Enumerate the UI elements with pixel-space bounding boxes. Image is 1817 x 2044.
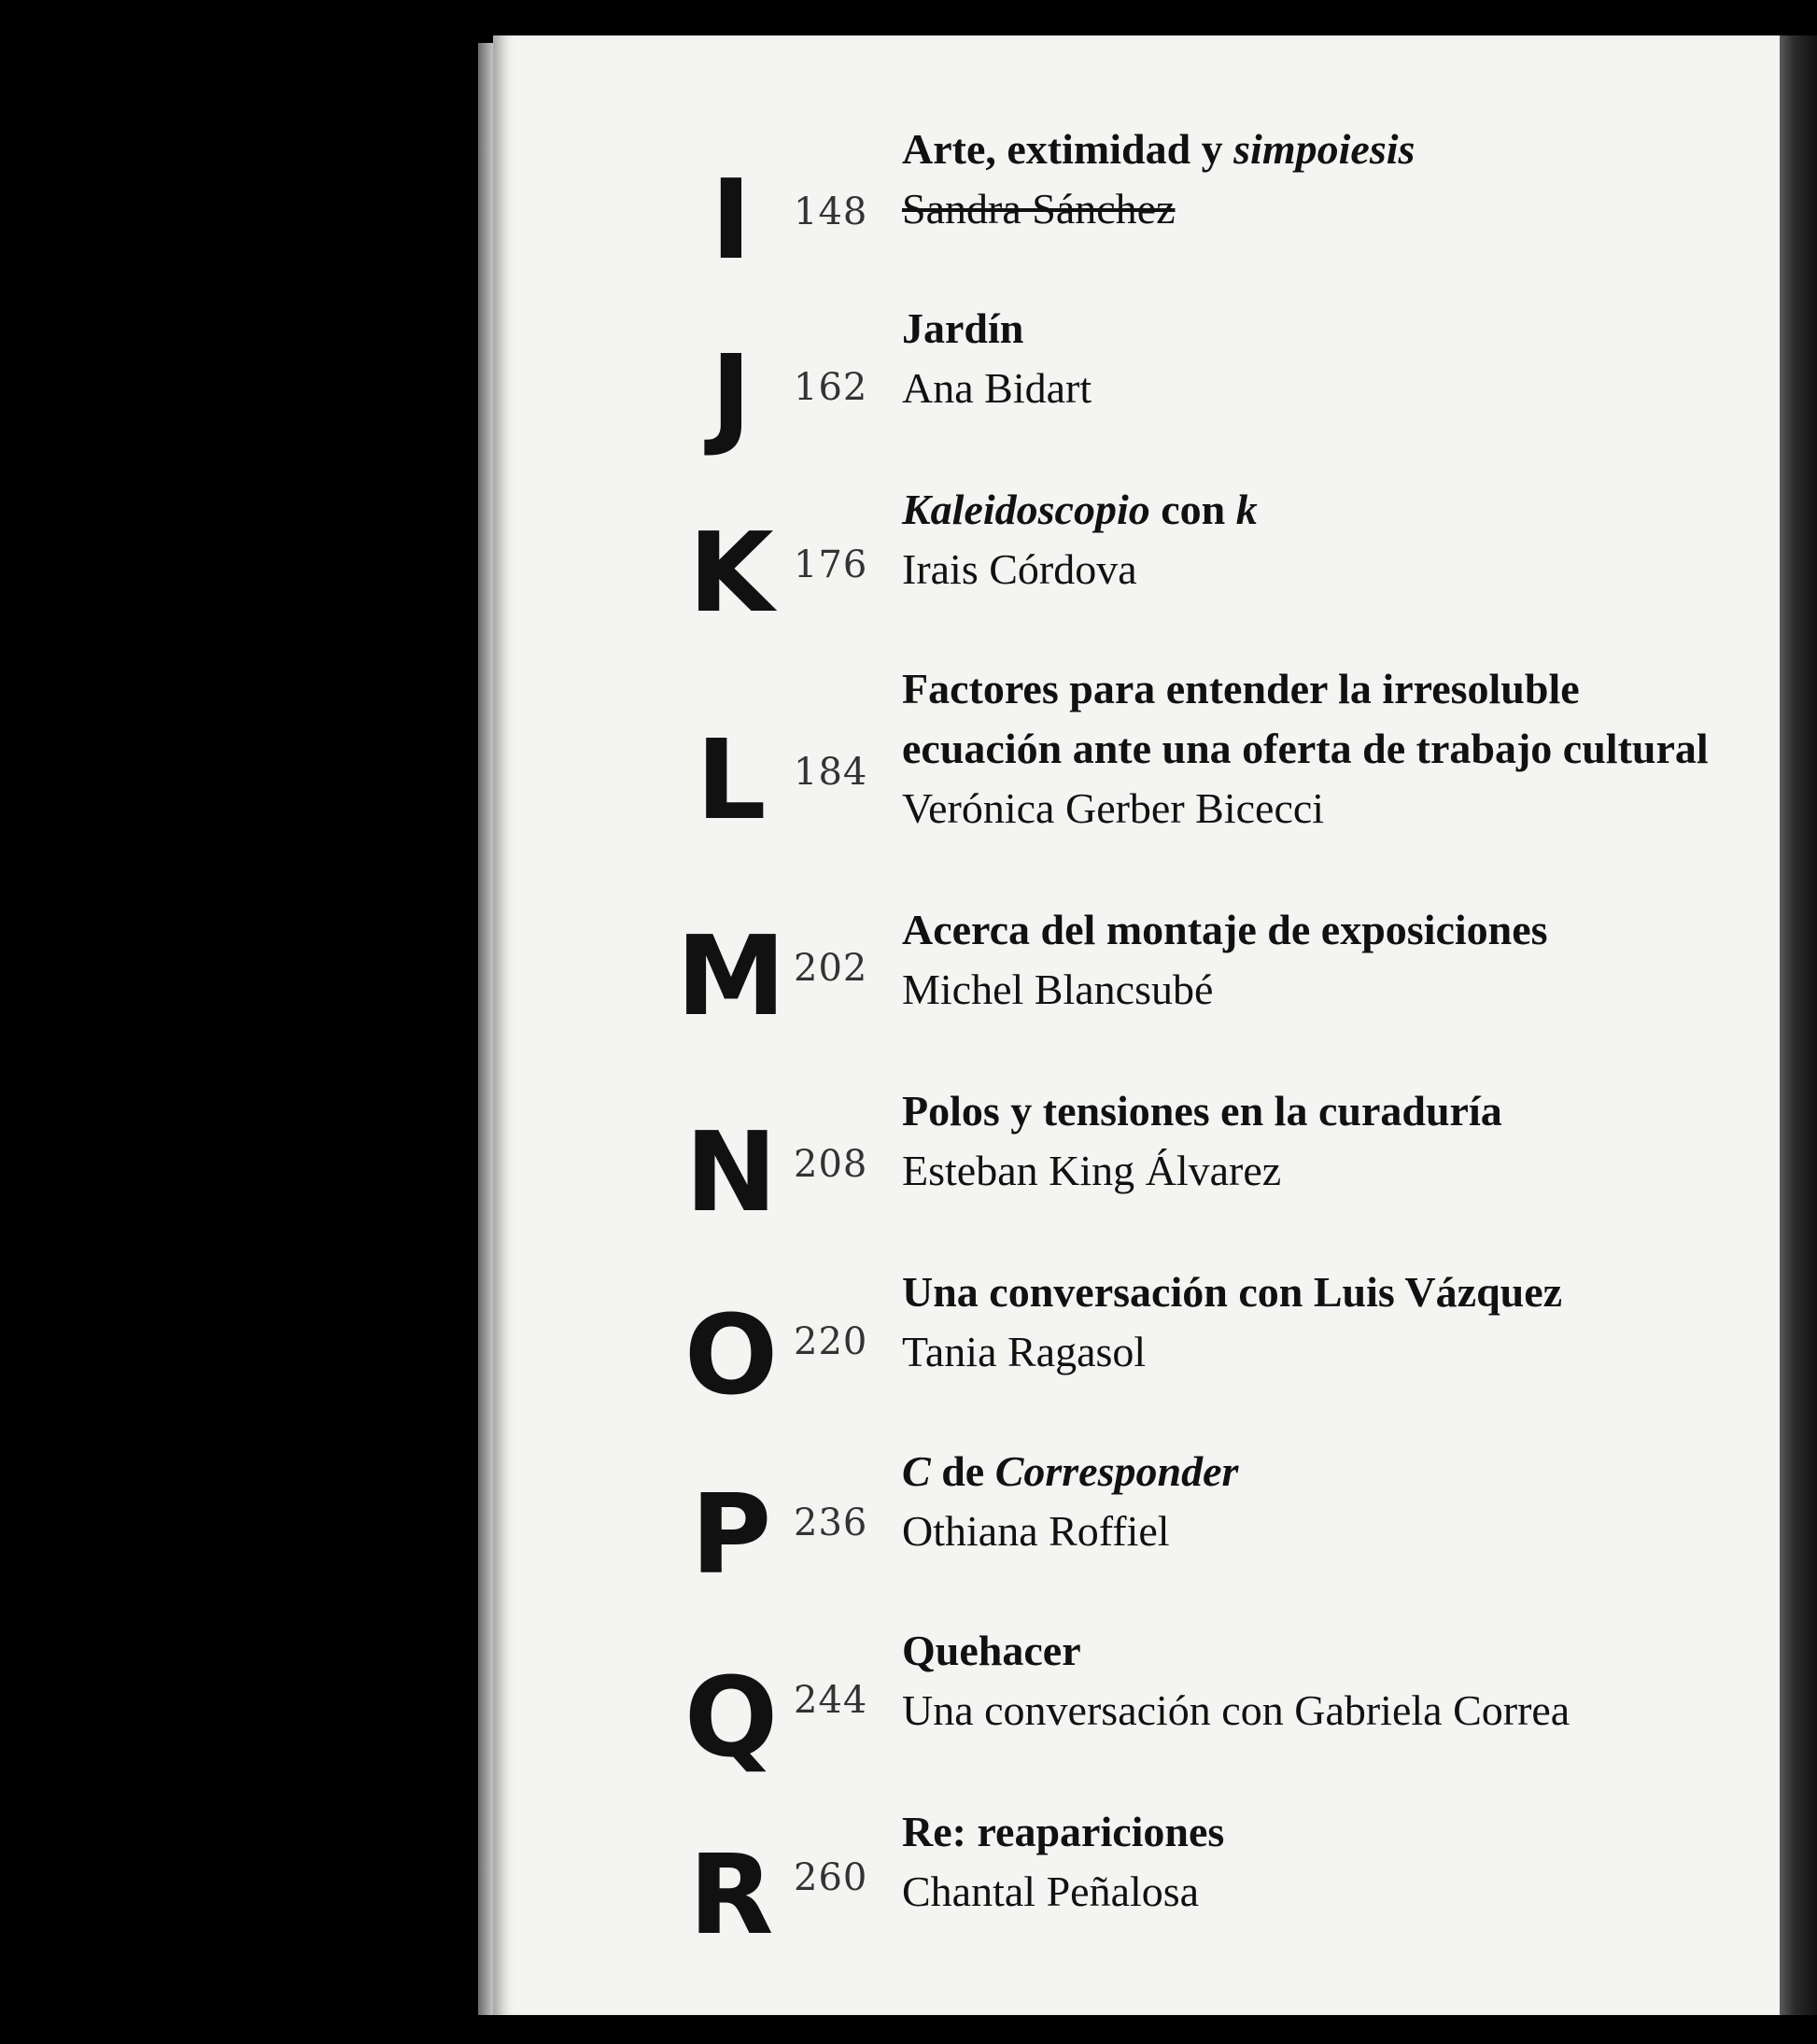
section-letter: J xyxy=(711,331,752,459)
section-letter: R xyxy=(688,1830,774,1959)
entry-author: Sandra Sánchez xyxy=(902,185,1176,233)
entry-title: Jardín xyxy=(902,304,1024,352)
page-number: 176 xyxy=(794,543,868,586)
title-part-italic: C xyxy=(902,1447,931,1495)
title-part-italic: k xyxy=(1235,486,1258,533)
page-number: 220 xyxy=(794,1320,868,1363)
page-number: 202 xyxy=(794,947,868,990)
index-page xyxy=(493,35,1780,2015)
entry-title: Acerca del montaje de exposiciones xyxy=(902,906,1548,953)
title-part-italic: Kaleidoscopio xyxy=(902,486,1150,533)
entry-title: Quehacer xyxy=(902,1627,1081,1674)
page-number: 260 xyxy=(794,1856,868,1899)
entry-author: Verónica Gerber Bicecci xyxy=(902,784,1325,832)
section-letter: P xyxy=(690,1470,772,1599)
entry-author: Ana Bidart xyxy=(902,364,1092,412)
section-letter: K xyxy=(688,508,774,637)
entry-author: Irais Córdova xyxy=(902,545,1137,593)
facing-page-edge xyxy=(1780,35,1817,2015)
title-part-italic: simpoiesis xyxy=(1233,125,1416,173)
entry-author: Michel Blancsubé xyxy=(902,966,1214,1013)
page-number: 208 xyxy=(794,1143,868,1186)
section-letter: M xyxy=(676,911,786,1040)
title-part: Arte, extimidad y xyxy=(902,125,1234,173)
title-part: de xyxy=(930,1447,995,1495)
entry-author: Othiana Roffiel xyxy=(902,1507,1170,1555)
title-part-italic: Corresponder xyxy=(994,1447,1239,1495)
section-letter: L xyxy=(696,715,767,844)
section-letter: N xyxy=(684,1107,778,1236)
page-number: 236 xyxy=(794,1501,868,1544)
entry-title-line-2: ecuación ante una oferta de trabajo cultural xyxy=(902,725,1709,772)
entry-author: Una conversación con Gabriela Correa xyxy=(902,1686,1571,1734)
entry-title: Polos y tensiones en la curaduría xyxy=(902,1087,1502,1135)
entry-title-line-1: Factores para entender la irresoluble xyxy=(902,665,1580,712)
entry-title: Re: reapariciones xyxy=(902,1808,1225,1855)
entry-author: Tania Ragasol xyxy=(902,1328,1147,1375)
section-letter: Q xyxy=(683,1653,779,1782)
entry-title xyxy=(902,480,1258,540)
page-number: 162 xyxy=(794,366,868,409)
page-number: 244 xyxy=(794,1679,868,1722)
entry-title: Una conversación con Luis Vázquez xyxy=(902,1268,1563,1316)
title-part: con xyxy=(1149,486,1236,533)
section-letter: O xyxy=(683,1290,779,1419)
entry-author: Esteban King Álvarez xyxy=(902,1147,1282,1194)
section-letter: I xyxy=(711,155,752,284)
page-number: 148 xyxy=(794,190,868,233)
entry-title xyxy=(902,120,1415,179)
entry-author: Chantal Peñalosa xyxy=(902,1868,1200,1915)
entry-title xyxy=(902,1442,1238,1501)
page-number: 184 xyxy=(794,751,868,794)
